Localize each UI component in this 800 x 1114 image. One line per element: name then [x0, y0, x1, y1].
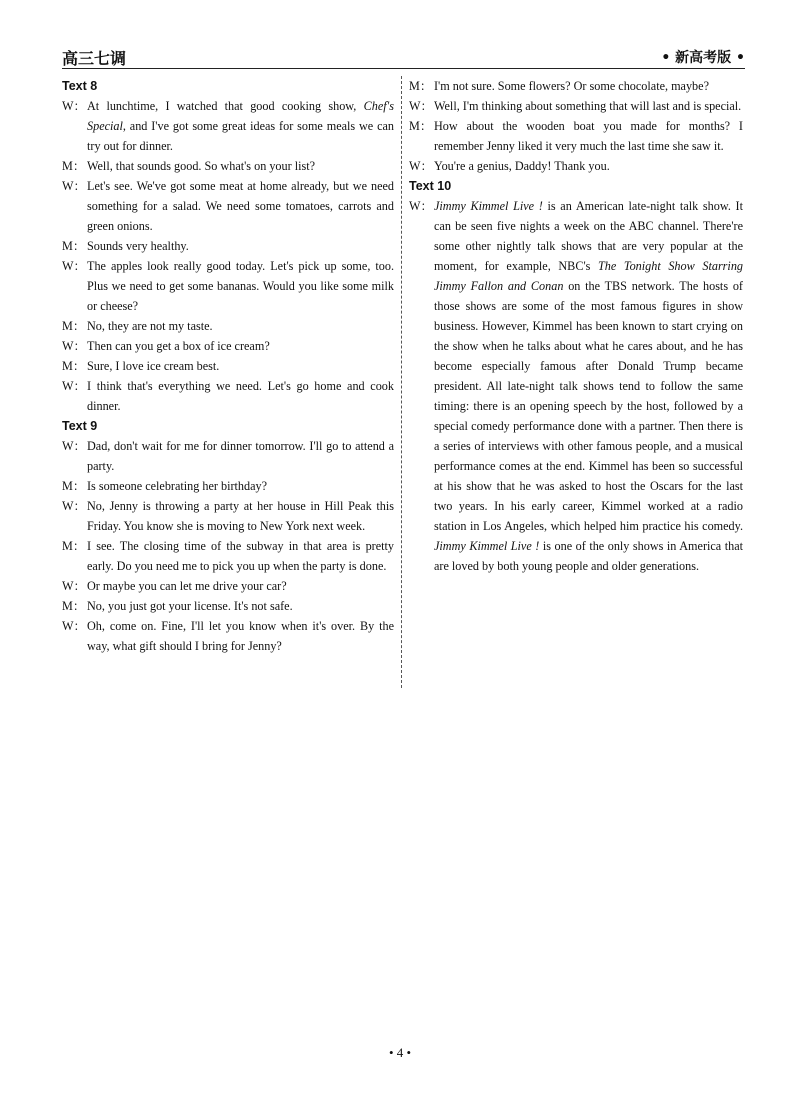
- speaker-label: M：: [62, 359, 86, 373]
- dialogue-line: [62, 356, 394, 376]
- dialogue-line: [62, 616, 394, 656]
- speaker-label: M：: [62, 319, 86, 333]
- text-segment: I see. The closing time of the subway in that area is pretty early. Do you need me to pick you up when the party is done.: [87, 539, 394, 573]
- text-segment: Is someone celebrating her birthday?: [87, 479, 268, 493]
- text-segment: You're a genius, Daddy! Thank you.: [434, 159, 610, 173]
- page-number: • 4 •: [388, 1045, 412, 1060]
- dialogue-line: [409, 96, 743, 116]
- dialogue-line: [62, 476, 394, 496]
- speaker-label: W：: [62, 99, 86, 113]
- title-italic: Chef's Special: [87, 99, 394, 133]
- speaker-label: M：: [62, 599, 86, 613]
- dialogue-line: [62, 496, 394, 536]
- dialogue-text: [87, 339, 270, 353]
- text-segment: At lunchtime, I watched that good cooking show,: [87, 99, 364, 113]
- dialogue-line: [62, 596, 394, 616]
- title-italic: Jimmy Kimmel Live !: [434, 199, 543, 213]
- dialogue-text: [434, 199, 743, 573]
- dialogue-line: [409, 156, 743, 176]
- text-segment: Sounds very healthy.: [87, 239, 189, 253]
- speaker-label: W：: [62, 619, 86, 633]
- dialogue-text: [434, 119, 743, 153]
- speaker-label: W：: [62, 259, 86, 273]
- dialogue-line: [62, 576, 394, 596]
- dialogue-text: [87, 319, 213, 333]
- dialogue-line: [62, 256, 394, 316]
- section-heading: Text 8: [62, 79, 98, 93]
- dialogue-line: [62, 536, 394, 576]
- edition-label: • 新高考版 •: [661, 50, 745, 66]
- speaker-label: W：: [62, 179, 86, 193]
- dialogue-text: [87, 259, 394, 313]
- dialogue-text: [434, 99, 741, 113]
- title-italic: The Tonight Show Starring Jimmy Fallon and Conan: [434, 259, 744, 293]
- section-heading: Text 10: [409, 179, 452, 193]
- speaker-label: W：: [62, 439, 86, 453]
- speaker-label: W：: [409, 199, 433, 213]
- dialogue-text: [87, 499, 394, 533]
- speaker-label: M：: [409, 119, 433, 133]
- dialogue-line: [62, 236, 394, 256]
- dialogue-line: [62, 176, 394, 236]
- dialogue-line: [409, 76, 743, 96]
- dialogue-text: [87, 579, 287, 593]
- dialogue-text: [434, 79, 709, 93]
- dialogue-line: [62, 436, 394, 476]
- dialogue-text: [87, 379, 394, 413]
- text-segment: Let's see. We've got some meat at home already, but we need something for a salad. We need some tomatoes, carrots and green onions.: [87, 179, 394, 233]
- dialogue-text: [87, 359, 219, 373]
- text-segment: on the TBS network. The hosts of those shows are some of the most famous figures in show business. However, Kimmel has been known to start crying on the show when he talks about what he cares about, and he has become especially famous after Donald Trump became president. All late-night talk shows tend to follow the same timing: there is an opening speech by the host, followed by a special comedy performance done with a partner. Then there is a series of interviews with other famous people, and a musical performance comes at the end. Kimmel has been so successful at his show that he was asked to host the Oscars for the last two years. In his early career, Kimmel worked at a radio station in Los Angeles, which helped him practice his comedy.: [434, 279, 743, 533]
- text-segment: No, you just got your license. It's not safe.: [87, 599, 293, 613]
- dialogue-text: [87, 179, 394, 233]
- speaker-label: M：: [62, 479, 86, 493]
- dialogue-line: [409, 196, 743, 576]
- dialogue-line: [62, 376, 394, 416]
- speaker-label: M：: [62, 159, 86, 173]
- text-segment: The apples look really good today. Let's pick up some, too. Plus we need to get some bananas. Would you like some milk or cheese?: [87, 259, 394, 313]
- dialogue-text: [87, 479, 267, 493]
- left-column: [62, 76, 394, 656]
- speaker-label: W：: [409, 99, 433, 113]
- speaker-label: M：: [409, 79, 433, 93]
- speaker-label: M：: [62, 239, 86, 253]
- text-segment: Dad, don't wait for me for dinner tomorrow. I'll go to attend a party.: [87, 439, 394, 473]
- dialogue-text: [87, 99, 394, 153]
- dialogue-text: [87, 539, 394, 573]
- dialogue-text: [87, 619, 394, 653]
- dialogue-line: [62, 336, 394, 356]
- dialogue-line: [62, 156, 394, 176]
- dialogue-line: [62, 96, 394, 156]
- column-divider: [401, 76, 402, 688]
- text-segment: is an American late-night talk show. It can be seen five nights a week on the ABC channel. There're some other nightly talk shows that are very popular at the moment, for example, NBC's: [434, 199, 743, 273]
- dialogue-line: [409, 116, 743, 156]
- page-header: [62, 46, 745, 69]
- dialogue-line: [62, 316, 394, 336]
- dialogue-text: [87, 159, 315, 173]
- text-segment: I'm not sure. Some flowers? Or some chocolate, maybe?: [434, 79, 709, 93]
- speaker-label: W：: [409, 159, 433, 173]
- text-segment: Sure, I love ice cream best.: [87, 359, 220, 373]
- speaker-label: W：: [62, 579, 86, 593]
- text-segment: No, they are not my taste.: [87, 319, 213, 333]
- text-segment: Or maybe you can let me drive your car?: [87, 579, 287, 593]
- text-segment: No, Jenny is throwing a party at her house in Hill Peak this Friday. You know she is moving to New York next week.: [87, 499, 394, 533]
- title-italic: Jimmy Kimmel Live !: [434, 539, 540, 553]
- text-segment: Well, that sounds good. So what's on your list?: [87, 159, 316, 173]
- speaker-label: W：: [62, 379, 86, 393]
- text-segment: Then can you get a box of ice cream?: [87, 339, 270, 353]
- right-column: [409, 76, 743, 576]
- text-segment: Oh, come on. Fine, I'll let you know when it's over. By the way, what gift should I bring for Jenny?: [87, 619, 394, 653]
- text-segment: , and I've got some great ideas for some meals we can try out for dinner.: [87, 119, 394, 153]
- dialogue-text: [87, 599, 293, 613]
- dialogue-text: [87, 439, 394, 473]
- speaker-label: W：: [62, 339, 86, 353]
- speaker-label: M：: [62, 539, 86, 553]
- text-segment: is one of the only shows in America that are loved by both young people and older generations.: [434, 539, 744, 573]
- section-heading: Text 9: [62, 419, 98, 433]
- text-segment: How about the wooden boat you made for months? I remember Jenny liked it very much the last time she saw it.: [434, 119, 743, 153]
- dialogue-text: [87, 239, 189, 253]
- speaker-label: W：: [62, 499, 86, 513]
- dialogue-text: [434, 159, 610, 173]
- exam-title: 高三七调: [62, 49, 127, 68]
- text-segment: Well, I'm thinking about something that will last and is special.: [434, 99, 742, 113]
- text-segment: I think that's everything we need. Let's go home and cook dinner.: [87, 379, 394, 413]
